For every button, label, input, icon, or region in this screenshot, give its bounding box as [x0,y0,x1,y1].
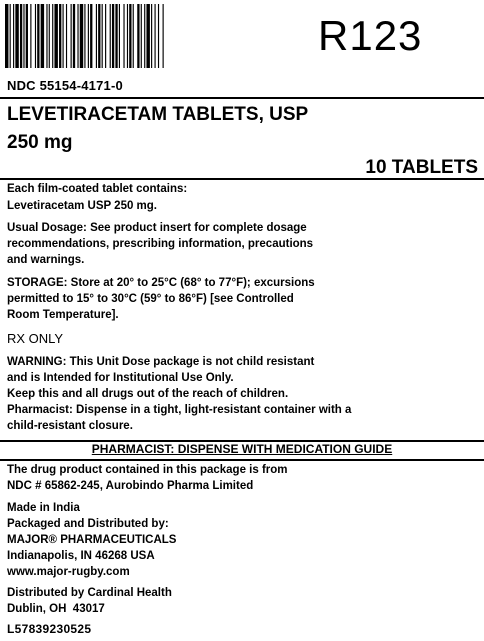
barcode-bar [129,4,131,68]
barcode-bar [13,4,14,68]
barcode-bar [105,4,106,68]
distributor-line: Indianapolis, IN 46268 USA [7,550,155,562]
barcode-bar [144,4,145,68]
barcode-bar [158,4,159,68]
barcode-bar [73,4,75,68]
barcode-bar [155,4,156,68]
barcode-bar [133,4,134,68]
barcode-bar [23,4,24,68]
barcode-bar [119,4,120,68]
distributed-by-line: Distributed by Cardinal Health [7,587,172,599]
barcode-bar [127,4,128,68]
barcode-bar [98,4,100,68]
barcode-bar [26,4,28,68]
barcode-bar [54,4,57,68]
warning-line: Keep this and all drugs out of the reach of children. [7,388,289,400]
barcode-bar [137,4,139,68]
barcode-bar [110,4,111,68]
barcode-bar [96,4,97,68]
barcode-bar [35,4,36,68]
product-code: R123 [318,12,423,59]
serial-number: L57839230525 [7,622,92,636]
barcode-bar [102,4,103,68]
dosage-line: Usual Dosage: See product insert for complete dosage [7,222,307,234]
barcode-bar [77,4,78,68]
warning-line: WARNING: This Unit Dose package is not child resistant [7,356,315,368]
barcode-bar [63,4,64,68]
medication-guide-text: PHARMACIST: DISPENSE WITH MEDICATION GUIDE [91,442,393,456]
storage-line: Room Temperature]. [7,309,119,321]
barcode-bar [123,4,124,68]
barcode-bar [15,4,18,68]
tablet-count: 10 TABLETS [365,157,478,178]
distributor-website: www.major-rugby.com [7,566,130,578]
barcode-bar [163,4,164,68]
barcode-bar [88,4,89,68]
contains-line: Each film-coated tablet contains: [7,183,188,195]
barcode-bar [46,4,47,68]
barcode-bar [84,4,85,68]
barcode-bar [146,4,149,68]
distributed-by-line: Dublin, OH 43017 [7,603,105,615]
made-in: Made in India [7,502,80,514]
storage-line: permitted to 15° to 30°C (59° to 86°F) [see Controlled [7,293,294,305]
barcode-bar [49,4,50,68]
divider [0,178,484,180]
rx-only: RX ONLY [7,331,64,346]
barcode-bar [80,4,83,68]
barcode-bar [37,4,39,68]
warning-line: Pharmacist: Dispense in a tight, light-resistant container with a [7,404,352,416]
barcode-bar [41,4,44,68]
product-name: LEVETIRACETAM TABLETS, USP [7,104,309,125]
distributor-line: MAJOR® PHARMACEUTICALS [7,534,177,546]
barcode-bar [71,4,72,68]
barcode-bar [90,4,92,68]
ndc-number: NDC 55154-4171-0 [7,78,123,93]
storage-line: STORAGE: Store at 20° to 25°C (68° to 77°F); excursions [7,277,315,289]
dosage-line: recommendations, prescribing information, precautions [7,238,314,250]
source-line: NDC # 65862-245, Aurobindo Pharma Limited [7,480,254,492]
barcode-bar [112,4,114,68]
barcode-bar [66,4,67,68]
barcode-bar [30,4,31,68]
barcode [5,4,275,68]
barcode-bar [151,4,152,68]
barcode-bar [59,4,61,68]
contains-line: Levetiracetam USP 250 mg. [7,200,158,212]
source-line: The drug product contained in this package is from [7,464,288,476]
distributor-line: Packaged and Distributed by: [7,518,169,530]
warning-line: and is Intended for Institutional Use Only. [7,372,234,384]
barcode-bar [10,4,11,68]
barcode-bar [52,4,53,68]
product-strength: 250 mg [7,132,73,153]
barcode-bar [115,4,117,68]
barcode-bar [20,4,22,68]
divider [0,97,484,99]
barcode-bar [5,4,8,68]
medication-guide-notice [0,442,484,456]
dosage-line: and warnings. [7,254,85,266]
barcode-bar [141,4,142,68]
warning-line: child-resistant closure. [7,420,133,432]
divider [0,459,484,461]
